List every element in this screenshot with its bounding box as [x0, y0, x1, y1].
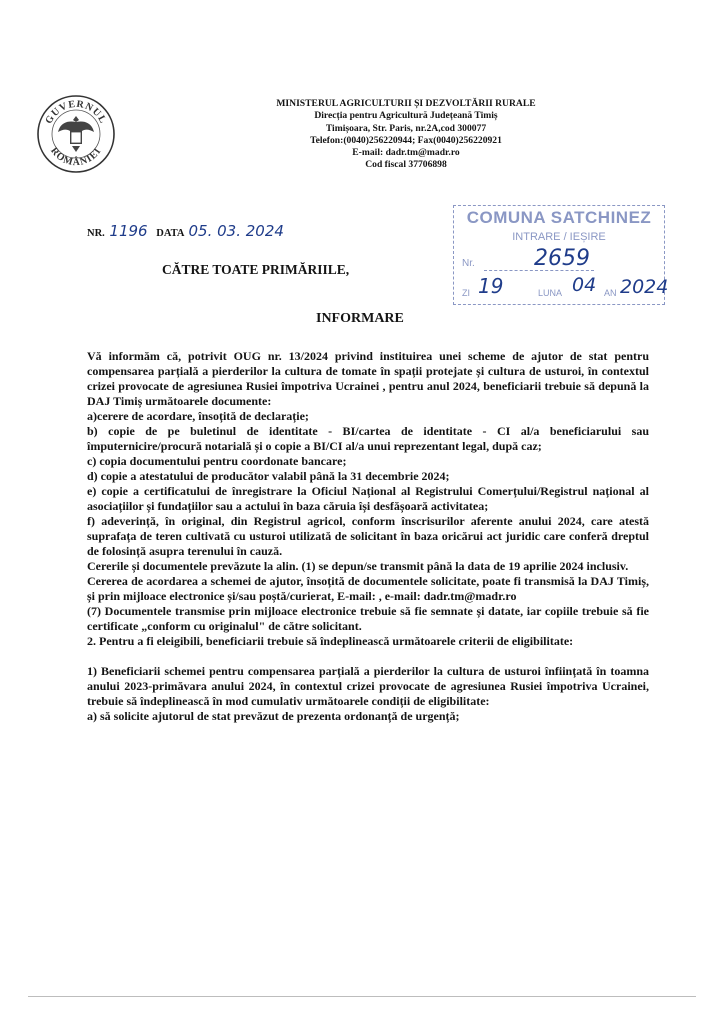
addressee: CĂTRE TOATE PRIMĂRIILE, — [162, 262, 350, 277]
paragraph-spacer — [87, 649, 649, 664]
body-paragraph: e) copie a certificatului de înregistrare la Oficiul Național al Registrului Comerțului/Registrul național al asociațiilor și fundațiilor sau a actului în baza căruia își desfășoară activitatea; — [87, 484, 649, 513]
body-paragraph: b) copie de pe buletinul de identitate - BI/cartea de identitate - CI al/a beneficiarului sau împuternicire/procură notarială și o copie a BI/CI al/a unui reprezentant legal, după caz; — [87, 424, 649, 453]
stamp-luna-label: LUNA — [538, 288, 563, 298]
letterhead — [236, 98, 576, 172]
nr-label: NR. — [87, 228, 105, 239]
directorate-name: Direcția pentru Agricultură Județeană Timiș — [314, 110, 498, 122]
eagle-coat-of-arms-icon — [58, 116, 94, 152]
stamp-nr-label: Nr. — [462, 258, 475, 269]
phone-fax: Telefon:(0040)256220944; Fax(0040)256220921 — [310, 134, 502, 146]
body-paragraph: Cererea de acordarea a schemei de ajutor, însoțită de documentele solicitate, poate fi transmisă la DAJ Timiș, și prin mijloace electronice și/sau poștă/curierat, E-mail: , e-mail: dadr.tm@madr.ro — [87, 574, 649, 603]
stamp-zi-label: ZI — [462, 288, 470, 298]
body-paragraph: f) adeverință, în original, din Registrul agricol, conform înscrisurilor aferente anului 2024, care atestă suprafața de teren cultivată cu usturoi utilizată de solicitant în baza oricărui act juridic care conferă dreptul de folosință asupra terenului în cauză. — [87, 514, 649, 558]
body-paragraph: a)cerere de acordare, însoțită de declarație; — [87, 409, 309, 423]
body-paragraph: c) copia documentului pentru coordonate bancare; — [87, 454, 347, 468]
body-paragraph: a) să solicite ajutorul de stat prevăzut de prezenta ordonanță de urgență; — [87, 709, 460, 723]
registration-stamp — [453, 205, 669, 305]
stamp-an-label: AN — [604, 288, 617, 298]
date-value: 05. 03. 2024 — [188, 222, 284, 240]
footer-divider — [28, 996, 696, 997]
stamp-luna-value: 04 — [572, 274, 597, 296]
body-paragraph: Vă informăm că, potrivit OUG nr. 13/2024 privind instituirea unei scheme de ajutor de stat pentru compensarea parțială a pierderilor la cultura de tomate în spații protejate și cultura de usturoi, în contextul crizei provocate de agresiunea Rusiei împotriva Ucrainei , pentru anul 2024, beneficiarii trebuie să depună la DAJ Timiș următoarele documente: — [87, 349, 649, 408]
stamp-an-value: 2024 — [620, 276, 669, 298]
body-paragraph: d) copie a atestatului de producător valabil până la 31 decembrie 2024; — [87, 469, 450, 483]
seal-top-text: GUVERNUL — [43, 98, 109, 126]
date-label: DATA — [156, 228, 184, 239]
stamp-nr-value: 2659 — [534, 246, 590, 271]
body-paragraph: 2. Pentru a fi eleigibili, beneficiarii trebuie să îndeplinească următoarele criterii de eligibilitate: — [87, 634, 574, 648]
seal-bottom-text: ROMÂNIEI — [48, 145, 104, 169]
address: Timișoara, Str. Paris, nr.2A,cod 300077 — [325, 122, 487, 134]
body-paragraph: Cererile și documentele prevăzute la alin. (1) se depun/se transmit până la data de 19 aprilie 2024 inclusiv. — [87, 559, 629, 573]
fiscal-code: Cod fiscal 37706898 — [365, 159, 447, 171]
stamp-zi-value: 19 — [478, 274, 504, 298]
email: E-mail: dadr.tm@madr.ro — [352, 147, 460, 159]
document-title: INFORMARE — [316, 311, 404, 326]
nr-value: 1196 — [109, 222, 148, 240]
reference-line — [87, 222, 290, 240]
body-paragraph: (7) Documentele transmise prin mijloace electronice trebuie să fie semnate și datate, iar copiile trebuie să fie certificate „conform cu originalul" de către solicitant. — [87, 604, 649, 633]
stamp-title: COMUNA SATCHINEZ — [466, 208, 652, 227]
document-body — [87, 349, 649, 724]
body-paragraph: 1) Beneficiarii schemei pentru compensarea parțială a pierderilor la cultura de usturoi înființată în toamna anului 2023-primăvara anului 2024, în contextul crizei provocate de agresiunea Rusiei împotriva Ucrainei, trebuie să îndeplinească în mod cumulativ următoarele condiții de eligibilitate: — [87, 664, 649, 708]
stamp-subtitle: INTRARE / IEȘIRE — [512, 231, 606, 243]
government-seal — [36, 94, 116, 174]
ministry-name: MINISTERUL AGRICULTURII ȘI DEZVOLTĂRII RURALE — [276, 98, 536, 109]
